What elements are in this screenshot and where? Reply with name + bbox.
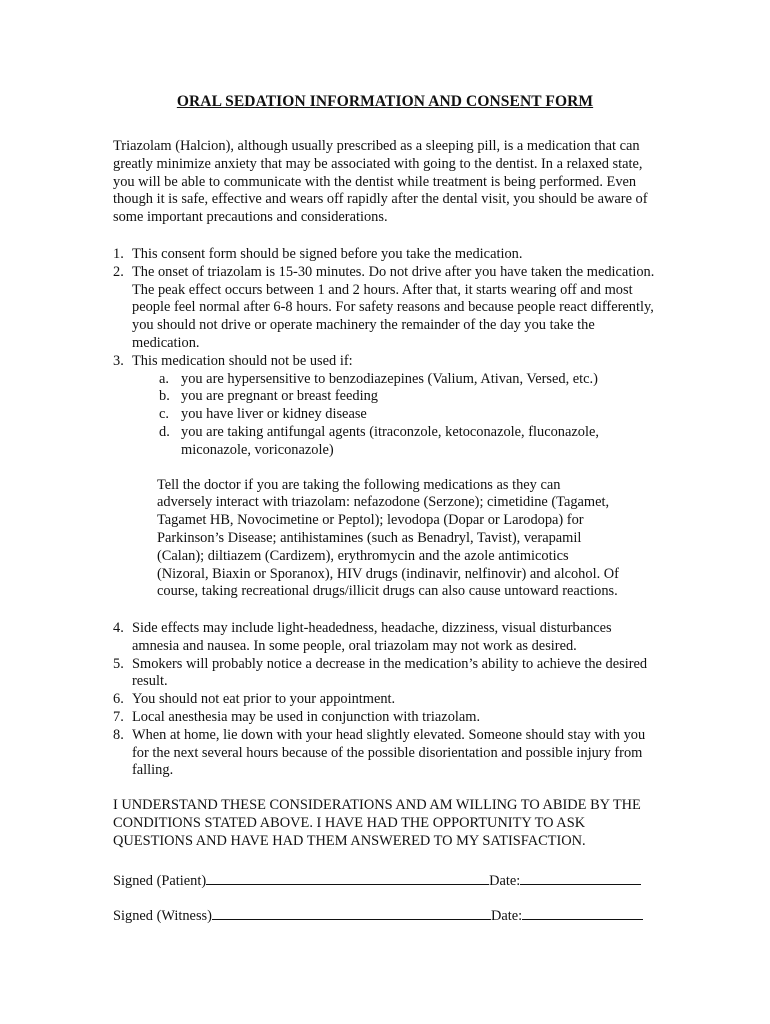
item-text: When at home, lie down with your head slightly elevated. Someone should stay with you for the next several hours because of the possible disorientation and possible injury from falling. <box>132 726 646 779</box>
sub-list-item <box>157 388 658 406</box>
patient-signature-label: Signed (Patient) <box>113 873 207 889</box>
item-number: 8. <box>113 726 124 743</box>
list-item <box>113 264 658 353</box>
item-number: 4. <box>113 620 124 636</box>
sub-list-item <box>157 406 658 424</box>
item-number: 6. <box>113 691 124 708</box>
item-text: This consent form should be signed before you take the medication. <box>132 246 523 262</box>
item-text: Smokers will probably notice a decrease in the medication’s ability to achieve the desired result. <box>132 655 648 690</box>
item-number: 1. <box>113 246 124 262</box>
sub-item-text: you are taking antifungal agents (itraconzole, ketoconazole, fluconazole, miconazole, voriconazole) <box>181 423 599 458</box>
sub-list-item <box>157 371 658 389</box>
page-title: ORAL SEDATION INFORMATION AND CONSENT FORM <box>176 93 594 110</box>
patient-date-line[interactable] <box>520 871 641 885</box>
patient-signature-row <box>113 871 641 891</box>
witness-date-line[interactable] <box>522 906 643 920</box>
item-text: You should not eat prior to your appointment. <box>132 691 396 708</box>
contraindications-list <box>113 371 658 460</box>
sub-item-text: you are hypersensitive to benzodiazepines (Valium, Ativan, Versed, etc.) <box>181 370 598 387</box>
patient-date-label: Date: <box>489 873 521 889</box>
item-text: This medication should not be used if: <box>132 352 353 369</box>
precautions-list <box>113 246 658 601</box>
item-text: The onset of triazolam is 15-30 minutes. Do not drive after you have taken the medication. The peak effect occurs between 1 and 2 hours. After that, it starts wearing off and most people feel normal after 6-8 hours. For safety reasons and because people react differently, you should not drive or operate machinery the remainder of the day you take the medication. <box>132 263 655 351</box>
list-item <box>113 353 658 371</box>
list-item <box>113 246 658 264</box>
contraindications-group <box>113 371 658 602</box>
patient-signature-line[interactable] <box>206 871 489 885</box>
witness-signature-row <box>113 906 643 926</box>
list-item <box>113 620 658 656</box>
sub-item-letter: d. <box>159 423 170 440</box>
side-effects-list <box>113 620 658 780</box>
witness-signature-label: Signed (Witness) <box>113 908 212 924</box>
drug-interaction-note: Tell the doctor if you are taking the following medications as they can adversely interact with triazolam: nefazodone (Serzone); cimetidine (Tagamet, Tagamet HB, Novocimetine or Peptol); levodopa (Dopar or Larodopa) for Parkinson’s Disease; antihistamines (such as Benadryl, Tavist), verapamil (Calan); diltiazem (Cardizem), erythromycin and the azole antimicotics (Nizoral, Biaxin or Sporanox), HIV drugs (indinavir, nelfinovir) and alcohol. Of course, taking recreational drugs/illicit drugs can also cause untoward reactions. <box>157 476 619 600</box>
sub-item-letter: a. <box>159 370 169 387</box>
list-item <box>113 656 658 692</box>
sub-list-item <box>157 424 658 460</box>
item-text: Side effects may include light-headedness, headache, dizziness, visual disturbances amnesia and nausea. In some people, oral triazolam may not work as desired. <box>132 620 612 654</box>
item-number: 2. <box>113 263 124 280</box>
sub-item-text: you are pregnant or breast feeding <box>181 388 378 405</box>
item-text: Local anesthesia may be used in conjunction with triazolam. <box>132 708 481 725</box>
list-item <box>113 727 658 780</box>
sub-item-letter: b. <box>159 388 170 405</box>
list-item <box>113 691 658 709</box>
consent-statement: I UNDERSTAND THESE CONSIDERATIONS AND AM WILLING TO ABIDE BY THE CONDITIONS STATED ABOVE. I HAVE HAD THE OPPORTUNITY TO ASK QUESTIONS AND HAVE HAD THEM ANSWERED TO MY SATISFACTION. <box>113 797 641 849</box>
item-number: 7. <box>113 708 124 725</box>
witness-signature-line[interactable] <box>212 906 491 920</box>
sub-item-text: you have liver or kidney disease <box>181 406 367 423</box>
item-number: 3. <box>113 352 124 369</box>
witness-date-label: Date: <box>490 908 523 924</box>
sub-item-letter: c. <box>159 406 169 423</box>
item-number: 5. <box>113 655 124 672</box>
intro-paragraph: Triazolam (Halcion), although usually prescribed as a sleeping pill, is a medication that can greatly minimize anxiety that may be associated with going to the dentist. In a relaxed state, you will be able to communicate with the dentist while treatment is being performed. Even though it is safe, effective and wears off rapidly after the dental visit, you should be aware of some important precautions and considerations. <box>113 138 648 226</box>
list-item <box>113 709 658 727</box>
